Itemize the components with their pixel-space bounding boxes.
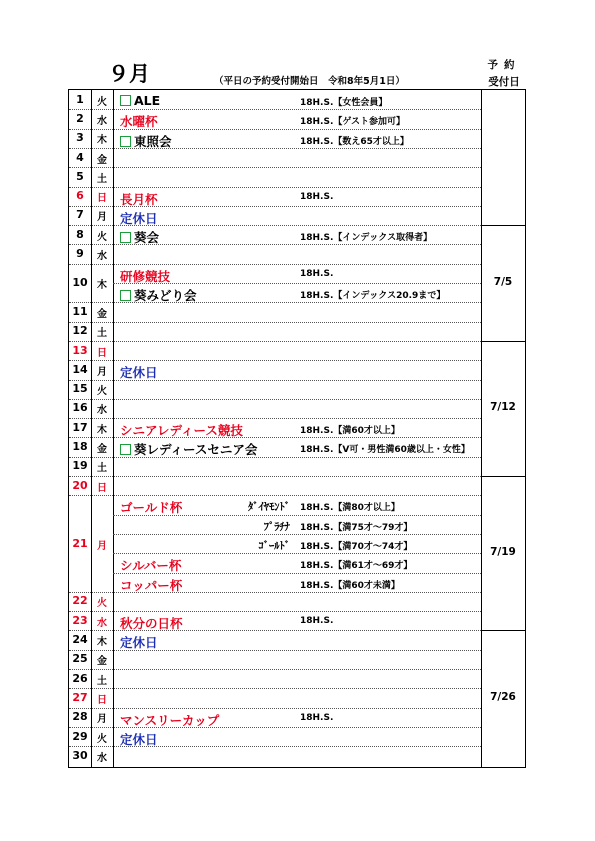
event-label: 定休日 [120, 635, 158, 651]
event-name [120, 421, 243, 439]
row-divider [69, 167, 481, 168]
event-note: 18H.S.【満80才以上】 [300, 503, 400, 514]
weekday: 日 [97, 482, 107, 494]
event-note: 18H.S.【満75才～79才】 [300, 522, 413, 533]
event-label: 葵レディースセニア会 [134, 442, 258, 458]
weekday: 水 [97, 251, 107, 263]
row-divider [69, 669, 481, 670]
event-label: シルバー杯 [120, 558, 182, 574]
event-category: ﾌﾟﾗﾁﾅ [263, 520, 290, 533]
event-name [120, 112, 158, 130]
day-number: 6 [76, 189, 84, 203]
event-name [120, 633, 158, 651]
event-label: 研修競技 [120, 268, 171, 284]
event-name [120, 228, 159, 246]
day-number: 20 [72, 478, 88, 492]
day-number: 8 [76, 227, 84, 241]
checkbox-icon [120, 444, 131, 455]
row-divider [69, 495, 481, 496]
row-divider [69, 341, 481, 342]
row-divider [69, 322, 481, 323]
event-name [120, 730, 158, 748]
checkbox-icon [120, 290, 131, 301]
weekday: 土 [97, 675, 107, 687]
event-category: ﾀﾞｲﾔﾓﾝﾄﾞ [248, 501, 290, 514]
weekday: 土 [97, 463, 107, 475]
day-number: 13 [72, 343, 88, 357]
event-label: 秋分の日杯 [120, 616, 183, 632]
event-label: 定休日 [120, 210, 158, 226]
row-divider [69, 418, 481, 419]
weekday: 火 [97, 386, 107, 398]
day-number: 29 [72, 729, 88, 743]
reservation-header-line1: 予約 [487, 59, 521, 71]
event-note: 18H.S.【女性会員】 [300, 98, 388, 108]
weekday: 日 [97, 694, 107, 706]
event-name [120, 711, 219, 729]
weekday: 土 [97, 173, 107, 185]
day-number: 26 [72, 671, 88, 685]
weekday: 日 [97, 347, 107, 359]
weekday: 土 [97, 328, 107, 340]
day-number: 23 [72, 613, 88, 627]
day-number: 18 [72, 440, 88, 454]
day-number: 5 [76, 169, 84, 183]
event-note: 18H.S.【インデックス20.9まで】 [300, 291, 446, 301]
day-number: 1 [76, 92, 84, 106]
event-label: 葵会 [134, 230, 160, 246]
reservation-divider [481, 225, 525, 226]
day-number: 17 [72, 420, 88, 434]
day-number: 10 [72, 276, 88, 289]
weekday: 火 [97, 598, 107, 610]
event-name [120, 286, 197, 304]
day-number: 22 [72, 594, 88, 608]
weekday: 金 [97, 308, 107, 320]
weekday: 木 [97, 280, 107, 291]
event-note: 18H.S.【満60才未満】 [300, 580, 400, 591]
event-note: 18H.S.【満70才～74才】 [300, 541, 413, 552]
event-name [120, 267, 170, 285]
schedule-table [68, 89, 526, 768]
event-note: 18H.S.【ゲスト参加可】 [300, 117, 406, 128]
event-label: ゴールド杯 [120, 500, 183, 516]
day-number: 7 [76, 208, 84, 222]
event-note: 18H.S.【満61才～69才】 [300, 561, 413, 572]
event-label: 東照会 [134, 133, 172, 149]
event-label: コッパー杯 [120, 577, 183, 593]
event-name [120, 440, 257, 458]
checkbox-icon [120, 232, 131, 243]
event-label: マンスリーカップ [120, 712, 220, 728]
row-divider [69, 399, 481, 400]
event-note: 18H.S.【満60才以上】 [300, 426, 400, 437]
day-number: 28 [72, 710, 88, 724]
event-note: 18H.S. [300, 616, 334, 627]
weekday: 月 [97, 540, 107, 552]
day-number: 19 [72, 459, 88, 473]
event-label: 定休日 [120, 731, 158, 747]
weekday: 水 [97, 752, 107, 764]
event-label: 定休日 [120, 365, 158, 381]
weekday: 木 [97, 135, 107, 147]
day-number: 30 [72, 748, 88, 762]
reservation-divider [481, 630, 525, 631]
event-name [120, 576, 182, 594]
weekday: 月 [97, 212, 107, 224]
row-divider [69, 688, 481, 689]
event-label: 長月杯 [120, 191, 158, 207]
checkbox-icon [120, 136, 131, 147]
weekday: 火 [97, 231, 107, 243]
event-name [120, 209, 158, 227]
row-divider [69, 360, 481, 361]
reservation-header-line2: 受付日 [488, 76, 520, 88]
weekday: 木 [97, 424, 107, 436]
checkbox-icon [120, 95, 131, 106]
row-divider [69, 611, 481, 612]
day-number: 21 [72, 536, 88, 550]
event-note: 18H.S.【数え65才以上】 [300, 136, 409, 147]
event-note: 18H.S.【V可・男性満60歳以上・女性】 [300, 445, 470, 456]
event-label: 水曜杯 [120, 114, 158, 130]
day-number: 9 [76, 247, 84, 261]
day-number: 4 [76, 150, 84, 164]
row-divider [69, 187, 481, 188]
reservation-start-note: （平日の予約受付開始日 令和8年5月1日） [214, 76, 405, 87]
event-name [120, 93, 160, 108]
event-note: 18H.S.【インデックス取得者】 [300, 233, 433, 244]
weekday: 火 [97, 96, 107, 108]
row-subdivider [113, 534, 481, 535]
row-divider [69, 264, 481, 265]
day-number: 2 [76, 111, 84, 125]
event-name [120, 190, 158, 208]
reservation-divider [481, 476, 525, 477]
column-divider [481, 90, 482, 767]
weekday: 月 [97, 714, 107, 726]
reservation-date: 7/26 [490, 690, 516, 703]
event-name [120, 614, 183, 632]
day-number: 16 [72, 401, 88, 415]
weekday: 水 [97, 617, 107, 629]
event-label: ALE [134, 93, 161, 108]
event-name [120, 556, 181, 574]
day-number: 14 [72, 362, 88, 376]
event-note: 18H.S. [300, 712, 334, 723]
reservation-date: 7/5 [493, 276, 513, 288]
weekday: 水 [97, 405, 107, 417]
event-name [120, 498, 182, 516]
row-subdivider [113, 553, 481, 554]
weekday: 月 [97, 366, 107, 378]
reservation-divider [481, 341, 525, 342]
event-label: 葵みどり会 [134, 288, 197, 303]
row-divider [69, 476, 481, 477]
column-divider [113, 90, 114, 767]
day-number: 3 [76, 131, 84, 145]
weekday: 水 [97, 115, 107, 127]
weekday: 火 [97, 733, 107, 745]
weekday: 金 [97, 656, 107, 668]
row-divider [69, 109, 481, 110]
weekday: 金 [97, 154, 107, 166]
day-number: 25 [72, 652, 88, 666]
event-note: 18H.S. [300, 268, 334, 279]
event-label: シニアレディース競技 [120, 423, 243, 439]
reservation-date: 7/19 [490, 546, 516, 559]
day-number: 24 [72, 633, 88, 647]
day-number: 15 [72, 382, 88, 396]
event-note: 18H.S. [300, 191, 334, 202]
event-name [120, 363, 158, 381]
row-divider [69, 708, 481, 709]
day-number: 27 [72, 690, 88, 704]
weekday: 日 [97, 193, 107, 205]
event-category: ｺﾞｰﾙﾄﾞ [258, 539, 290, 552]
weekday: 金 [97, 444, 107, 456]
reservation-date: 7/12 [490, 401, 516, 414]
day-number: 12 [72, 324, 88, 338]
event-name [120, 132, 172, 150]
day-number: 11 [72, 304, 88, 318]
month-title: ９月 [108, 62, 150, 86]
weekday: 木 [97, 637, 107, 649]
